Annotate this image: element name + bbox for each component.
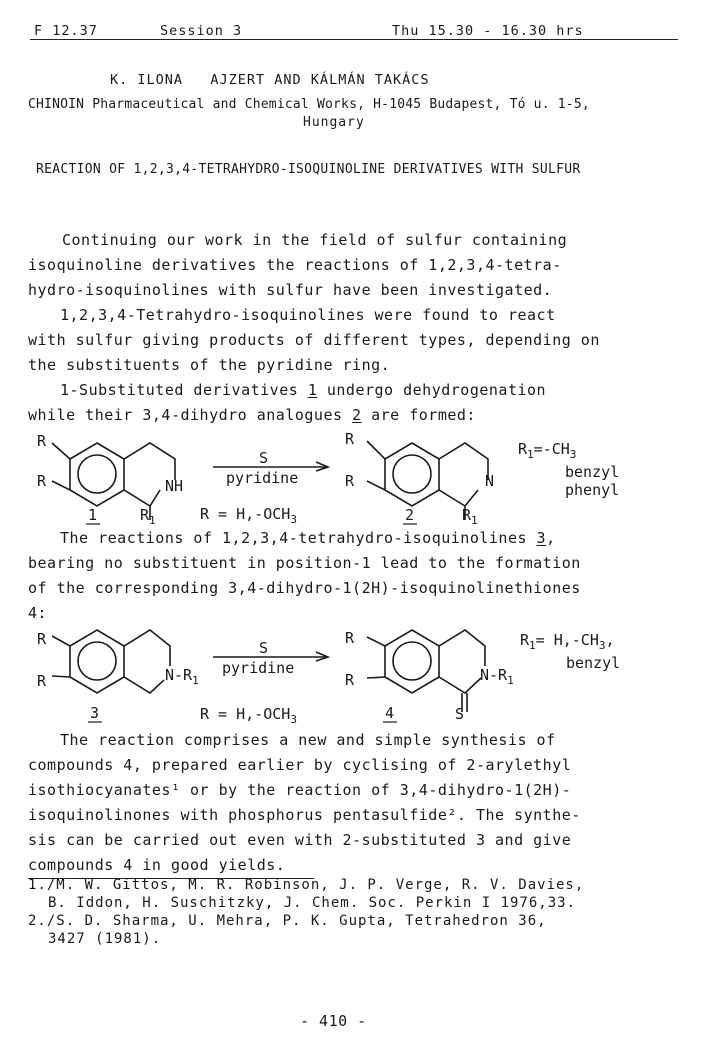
compound-ref: 1 [307,381,318,399]
reference-2: 2./S. D. Sharma, U. Mehra, P. K. Gupta, Tetrahedron 36, [28,913,547,929]
body-line: sis can be carried out even with 2-substituted 3 and give [28,831,572,849]
session-code: F 12.37 [34,23,98,39]
substituent-r: R [345,430,355,448]
body-line: 1-Substituted derivatives 1 undergo dehydrogenation [60,381,547,399]
r-definition: $R = H,-OCH_3$ [200,705,297,726]
reference-1: 1./M. W. Gittos, M. R. Robinson, J. P. Verge, R. V. Davies, [28,877,585,893]
r1-value: benzyl [566,654,621,672]
body-line: the substituents of the pyridine ring. [28,356,391,374]
substituent-r: R [345,472,355,490]
substituent-r: R [37,432,47,450]
substituent-r: R [37,472,47,490]
compound-label-2: 2 [405,506,415,524]
session-name: Session 3 [160,23,243,39]
body-line: The reactions of 1,2,3,4-tetrahydro-isoquinolines 3, [60,529,556,547]
r1-label: $R_1$ [462,506,478,527]
n-r1-label: $N-R_1$ [480,666,514,687]
r1-values: $R_1=-CH_3$ [518,440,577,461]
substituent-r: R [37,630,47,648]
body-line: compounds 4, prepared earlier by cyclising of 2-arylethyl [28,756,572,774]
body-line: isothiocyanates¹ or by the reaction of 3,4-dihydro-1(2H)- [28,781,572,799]
compound-label-4: 4 [385,704,395,722]
compound-ref: 2 [352,406,362,424]
substituent-r: R [345,671,355,689]
reagent-pyridine: pyridine [222,659,295,677]
compound-ref: 3 [536,529,547,547]
body-line: The reaction comprises a new and simple synthesis of [60,731,556,749]
body-line: isoquinolinones with phosphorus pentasulfide². The synthe- [28,806,581,824]
reference-2-cont: 3427 (1981). [48,931,162,947]
body-line: of the corresponding 3,4-dihydro-1(2H)-isoquinolinethiones [28,579,581,597]
compound-label-1: 1 [88,506,98,524]
body-line: Continuing our work in the field of sulfur containing [62,231,568,249]
authors: K. ILONA AJZERT AND KÁLMÁN TAKÁCS [110,72,430,88]
nh-label: NH [165,477,184,495]
body-line: bearing no substituent in position-1 lead to the formation [28,554,581,572]
r1-label: $R_1$ [140,506,156,527]
body-line: with sulfur giving products of different types, depending on [28,331,600,349]
body-line: 1,2,3,4-Tetrahydro-isoquinolines were found to react [60,306,556,324]
session-time: Thu 15.30 - 16.30 hrs [392,23,584,39]
body-line: while their 3,4-dihydro analogues 2 are formed: [28,406,476,424]
body-line: compounds 4 in good yields. [28,856,286,874]
substituent-r: R [37,672,47,690]
thione-s-label: S [455,705,465,723]
paper-title: REACTION OF 1,2,3,4-TETRAHYDRO-ISOQUINOLINE DERIVATIVES WITH SULFUR [36,162,581,177]
r-definition: $R = H,-OCH_3$ [200,505,297,526]
body-line: hydro-isoquinolines with sulfur have been investigated. [28,281,553,299]
reagent-sulfur: S [259,449,269,467]
affiliation-line-1: CHINOIN Pharmaceutical and Chemical Works, H-1045 Budapest, Tó u. 1-5, [28,97,590,112]
reagent-pyridine: pyridine [226,469,299,487]
body-line: isoquinoline derivatives the reactions of 1,2,3,4-tetra- [28,256,562,274]
compound-label-3: 3 [90,704,100,722]
r1-value: benzyl [565,463,620,481]
affiliation-line-2: Hungary [303,115,365,130]
n-r1-label: $N-R_1$ [165,666,199,687]
n-label: N [485,472,495,490]
substituent-r: R [345,629,355,647]
reference-1-cont: B. Iddon, H. Suschitzky, J. Chem. Soc. Perkin I 1976,33. [48,895,577,911]
page-number: - 410 - [300,1012,367,1030]
r1-values: $R_1= H,-CH_3$, [520,631,615,652]
reagent-sulfur: S [259,639,269,657]
body-line: 4: [28,604,48,622]
r1-value: phenyl [565,481,620,499]
